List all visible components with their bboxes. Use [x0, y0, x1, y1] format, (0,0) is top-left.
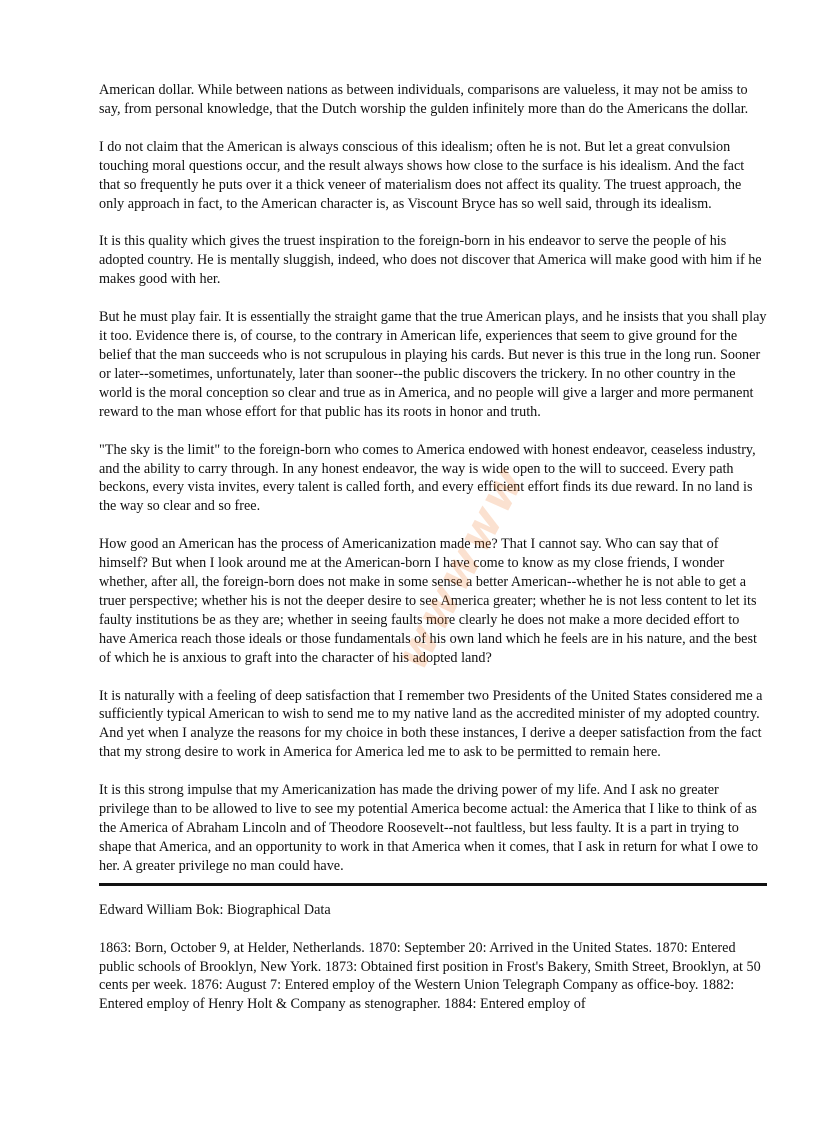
appendix-text: 1863: Born, October 9, at Helder, Netherlands. 1870: September 20: Arrived in the United States. 1870: Entered public schools of Brooklyn, New York. 1873: Obtained first position in Frost's Bakery, Smith Street, Brooklyn, at 50 cents per week. 1876: August 7: Entered employ of the Western Union Telegraph Company as office-boy. 1882: Entered employ of Henry Holt & Company as stenographer. 1884: Entered employ of	[99, 939, 761, 1013]
paragraph: It is this quality which gives the truest inspiration to the foreign-born in his endeavor to serve the people of his adopted country. He is mentally sluggish, indeed, who does not discover that America will make good with him if he makes good with her.	[99, 233, 762, 288]
document-page	[99, 81, 767, 1033]
paragraph: "The sky is the limit" to the foreign-born who comes to America endowed with honest endeavor, ceaseless industry, and the ability to carry through. In any honest endeavor, the way is wide open to the will to succeed. Every path beckons, every vista invites, every talent is called forth, and every efficient effort finds its due reward. In no land is the way so clear and so free.	[99, 441, 756, 515]
paragraph: It is naturally with a feeling of deep satisfaction that I remember two Presidents of the United States considered me a sufficiently typical American to wish to send me to my native land as the accredited minister of my adopted country. And yet when I analyze the reasons for my choice in both these instances, I derive a deeper satisfaction from the fact that my strong desire to work in America for America led me to ask to be permitted to remain here.	[99, 687, 763, 761]
paragraph: I do not claim that the American is always conscious of this idealism; often he is not. But let a great convulsion touching moral questions occur, and the result always shows how close to the surface is his idealism. And the fact that so frequently he puts over it a thick veneer of materialism does not affect its quality. The truest approach, the only approach in fact, to the American character is, as Viscount Bryce has so well said, through its idealism.	[99, 138, 745, 212]
paragraph: American dollar. While between nations as between individuals, comparisons are valueless, it may not be amiss to say, from personal knowledge, that the Dutch worship the gulden infinitely more than do the Americans the dollar.	[99, 82, 749, 117]
section-divider	[99, 883, 767, 886]
paragraph: But he must play fair. It is essentially the straight game that the true American plays, and he insists that you shall play it too. Evidence there is, of course, to the contrary in American life, experiences that seem to give ground for the belief that the man succeeds who is not scrupulous in playing his cards. But never is this true in the long run. Sooner or later--sometimes, unfortunately, later than sooner--the public discovers the trickery. In no other country in the world is the moral conception so clear and true as in America, and no people will give a larger and more permanent reward to the man whose effort for that public has its roots in honor and truth.	[99, 309, 767, 420]
watermark-logo: wwwww	[383, 456, 537, 678]
appendix-title: Edward William Bok: Biographical Data	[99, 901, 331, 918]
paragraph: It is this strong impulse that my Americanization has made the driving power of my life. And I ask no greater privilege than to be allowed to live to see my potential America become actual: the America that I like to think of as the America of Abraham Lincoln and of Theodore Roosevelt--not faultless, but less faulty. It is a part in trying to shape that America, and an opportunity to work in that America when it comes, that I ask in return for what I owe to her. A greater privilege no man could have.	[99, 782, 759, 874]
paragraph: How good an American has the process of Americanization made me? That I cannot say. Who can say that of himself? But when I look around me at the American-born I have come to know as my close friends, I wonder whether, after all, the foreign-born does not make in some sense a better American--whether he is not able to get a truer perspective; whether his is not the deeper desire to see America greater; whether he is not less content to let its faulty institutions be as they are; whether in seeing faults more clearly he does not make a more decided effort to have America reach those ideals or those fundamentals of his own land which he feels are in his nature, and the best of which he is anxious to graft into the character of his adopted land?	[99, 536, 757, 666]
